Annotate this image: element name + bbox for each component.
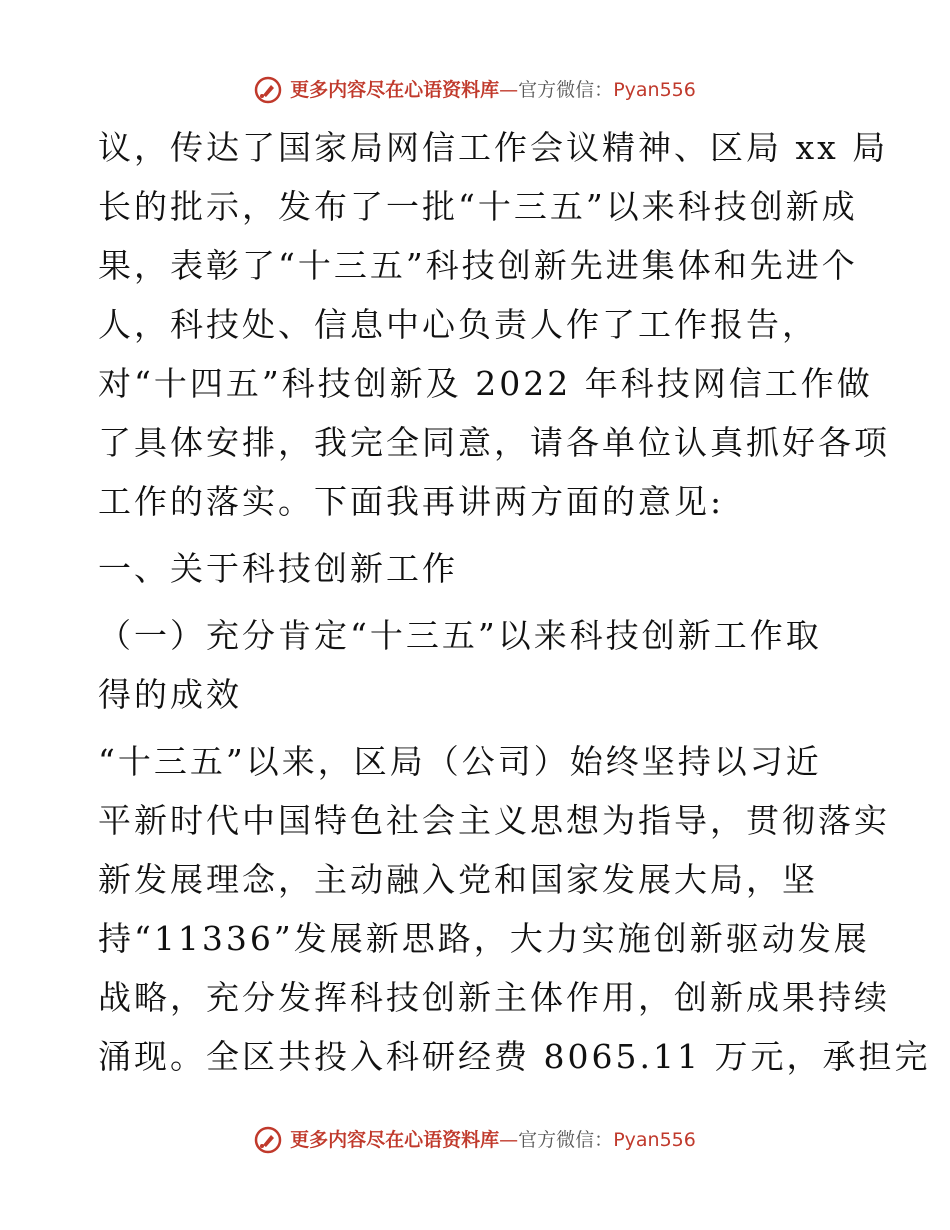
watermark-header	[0, 70, 950, 110]
paragraph-line: “十三五”以来，区局（公司）始终坚持以习近	[98, 742, 822, 781]
watermark-official-label: 官方微信：	[518, 1129, 614, 1151]
body-line: 工作的落实。下面我再讲两方面的意见:	[98, 482, 725, 521]
watermark-footer	[0, 1120, 950, 1160]
body-line: 人，科技处、信息中心负责人作了工作报告，	[98, 305, 818, 344]
body-line: 议，传达了国家局网信工作会议精神、区局 xx 局	[98, 128, 889, 167]
paragraph-line: 新发展理念，主动融入党和国家发展大局，坚	[98, 860, 818, 899]
watermark-dash: —	[499, 79, 519, 101]
section-heading: 一、关于科技创新工作	[98, 549, 458, 588]
watermark-handle: Pyan556	[613, 1129, 696, 1151]
watermark-brand: 更多内容尽在心语资料库	[290, 79, 500, 101]
watermark-official-label: 官方微信：	[518, 79, 614, 101]
paragraph-line: 持“11336”发展新思路，大力实施创新驱动发展	[98, 919, 870, 958]
document-body	[98, 118, 931, 1086]
subsection-heading-line: （一）充分肯定“十三五”以来科技创新工作取	[98, 616, 822, 655]
watermark-handle: Pyan556	[613, 79, 696, 101]
paragraph-line: 战略，充分发挥科技创新主体作用，创新成果持续	[98, 978, 890, 1017]
pen-nib-circle-icon	[254, 76, 282, 104]
body-line: 果，表彰了“十三五”科技创新先进集体和先进个	[98, 246, 858, 285]
subsection-heading-line: 得的成效	[98, 675, 242, 714]
body-line: 长的批示，发布了一批“十三五”以来科技创新成	[98, 187, 858, 226]
pen-nib-circle-icon	[254, 1126, 282, 1154]
paragraph-line: 涌现。全区共投入科研经费 8065.11 万元，承担完	[98, 1037, 931, 1076]
body-line: 对“十四五”科技创新及 2022 年科技网信工作做	[98, 364, 873, 403]
body-line: 了具体安排，我完全同意，请各单位认真抓好各项	[98, 423, 890, 462]
watermark-dash: —	[499, 1129, 519, 1151]
paragraph-line: 平新时代中国特色社会主义思想为指导，贯彻落实	[98, 801, 890, 840]
watermark-brand: 更多内容尽在心语资料库	[290, 1129, 500, 1151]
